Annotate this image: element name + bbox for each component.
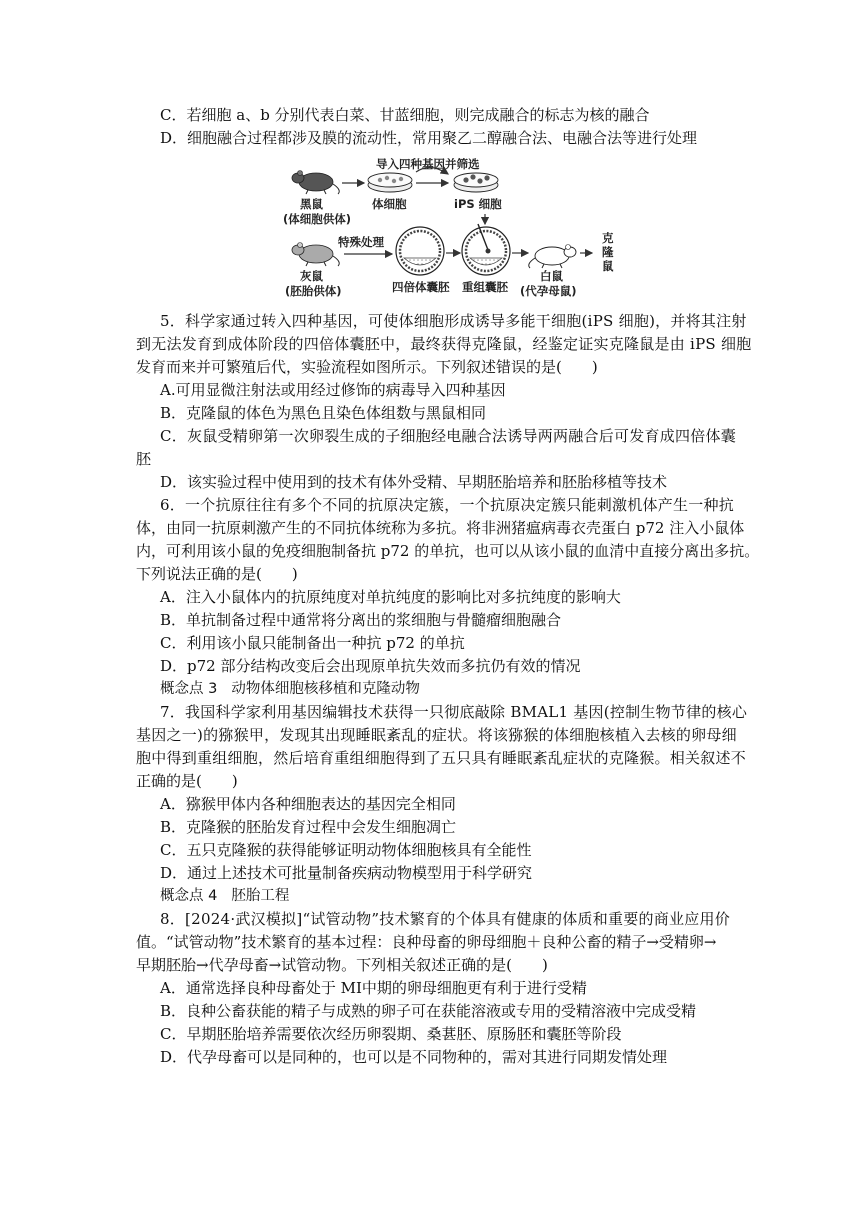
label-reconstructed-blastocyst: 重组囊胚 (462, 280, 508, 294)
option-7d: D．通过上述技术可批量制备疾病动物模型用于科学研究 (160, 864, 533, 882)
culture-dish-icon (368, 173, 412, 192)
label-gray-mouse: 灰鼠 (300, 269, 323, 283)
option-6b: B．单抗制备过程中通常将分离出的浆细胞与骨髓瘤细胞融合 (160, 611, 562, 629)
option-6c: C．利用该小鼠只能制备出一种抗 p72 的单抗 (160, 634, 465, 652)
section-heading-4 (0, 885, 860, 907)
heading-text: 胚胎工程 (231, 888, 290, 904)
option-5b: B．克隆鼠的体色为黑色且染色体组数与黑鼠相同 (160, 404, 487, 422)
ips-dish-icon (454, 173, 498, 192)
question-6-line-3: 内，可利用该小鼠的免疫细胞制备抗 p72 的单抗，也可以从该小鼠的血清中直接分离出多抗。 (136, 542, 760, 560)
option-7a: A．猕猴甲体内各种细胞表达的基因完全相同 (160, 795, 456, 813)
question-8-line-1: 8．[2024·武汉模拟]“试管动物”技术繁育的个体具有健康的体质和重要的商业应用价 (160, 910, 731, 928)
gray-mouse-icon (292, 243, 339, 267)
question-7-line-2: 基因之一)的猕猴甲，发现其出现睡眠紊乱的症状。将该猕猴的体细胞核植入去核的卵母细 (136, 726, 737, 744)
heading-number: 概念点 3 (160, 681, 218, 697)
heading-number: 概念点 4 (160, 888, 218, 904)
question-8-line-2: 值。“试管动物”技术繁育的基本过程：良种母畜的卵母细胞＋良种公畜的精子→受精卵→ (136, 933, 717, 951)
heading-text: 动物体细胞核移植和克隆动物 (231, 681, 420, 697)
option-5a: A.可用显微注射法或用经过修饰的病毒导入四种基因 (160, 381, 506, 399)
question-5-line-3: 发育而来并可繁殖后代，实验流程如图所示。下列叙述错误的是( ) (136, 358, 598, 376)
white-mouse-icon (529, 245, 576, 269)
label-clone-mouse: 克隆鼠 (602, 231, 614, 273)
label-embryo-donor: (胚胎供体) (285, 284, 342, 298)
option-5d: D．该实验过程中使用到的技术有体外受精、早期胚胎培养和胚胎移植等技术 (160, 473, 668, 491)
reconstructed-blastocyst-icon (462, 224, 510, 275)
question-6-line-1: 6．一个抗原往往有多个不同的抗原决定簇，一个抗原决定簇只能刺激机体产生一种抗 (160, 496, 735, 514)
question-5-line-2: 到无法发育到成体阶段的四倍体囊胚中，最终获得克隆鼠，经鉴定证实克隆鼠是由 iPS 细胞 (136, 335, 752, 353)
label-somatic-donor: (体细胞供体) (283, 212, 352, 226)
label-tetraploid-blastocyst: 四倍体囊胚 (392, 280, 450, 294)
option-6a: A．注入小鼠体内的抗原纯度对单抗纯度的影响比对多抗纯度的影响大 (160, 588, 621, 606)
option-8b: B．良种公畜获能的精子与成熟的卵子可在获能溶液或专用的受精溶液中完成受精 (160, 1002, 697, 1020)
question-7-line-4: 正确的是( ) (136, 772, 238, 790)
label-somatic-cell: 体细胞 (372, 197, 407, 211)
option-6d: D．p72 部分结构改变后会出现原单抗失效而多抗仍有效的情况 (160, 657, 581, 675)
option-4c: C．若细胞 a、b 分别代表白菜、甘蓝细胞，则完成融合的标志为核的融合 (160, 106, 650, 124)
question-7-line-1: 7．我国科学家利用基因编辑技术获得一只彻底敲除 BMAL1 基因(控制生物节律的核心 (160, 703, 748, 721)
option-5c-cont: 胚 (136, 450, 152, 468)
section-heading-3 (0, 678, 860, 700)
label-import-genes: 导入四种基因并筛选 (376, 157, 480, 171)
question-8-line-3: 早期胚胎→代孕母畜→试管动物。下列相关叙述正确的是( ) (136, 956, 548, 974)
option-5c: C．灰鼠受精卵第一次卵裂生成的子细胞经电融合法诱导两两融合后可发育成四倍体囊 (160, 427, 736, 445)
label-ips-cell: iPS 细胞 (454, 197, 502, 211)
option-7c: C．五只克隆猴的获得能够证明动物体细胞核具有全能性 (160, 841, 532, 859)
question-6-line-2: 体，由同一抗原刺激产生的不同抗体统称为多抗。将非洲猪瘟病毒衣壳蛋白 p72 注入小鼠体 (136, 519, 745, 537)
label-black-mouse: 黑鼠 (300, 197, 323, 211)
option-7b: B．克隆猴的胚胎发育过程中会发生细胞凋亡 (160, 818, 457, 836)
label-surrogate-mother: (代孕母鼠) (520, 284, 577, 298)
experiment-flow-diagram (280, 154, 620, 304)
label-special-treatment: 特殊处理 (338, 235, 384, 249)
option-8a: A．通常选择良种母畜处于 MⅠ中期的卵母细胞更有利于进行受精 (160, 979, 587, 997)
option-8c: C．早期胚胎培养需要依次经历卵裂期、桑葚胚、原肠胚和囊胚等阶段 (160, 1025, 622, 1043)
option-8d: D．代孕母畜可以是同种的，也可以是不同物种的，需对其进行同期发情处理 (160, 1048, 668, 1066)
tetraploid-blastocyst-icon (396, 227, 444, 275)
question-6-line-4: 下列说法正确的是( ) (136, 565, 298, 583)
label-white-mouse: 白鼠 (540, 269, 563, 283)
question-7-line-3: 胞中得到重组细胞，然后培育重组细胞得到了五只具有睡眠紊乱症状的克隆猴。相关叙述不 (136, 749, 747, 767)
option-4d: D．细胞融合过程都涉及膜的流动性，常用聚乙二醇融合法、电融合法等进行处理 (160, 129, 698, 147)
question-5-line-1: 5．科学家通过转入四种基因，可使体细胞形成诱导多能干细胞(iPS 细胞)，并将其注射 (160, 312, 747, 330)
black-mouse-icon (292, 171, 339, 195)
